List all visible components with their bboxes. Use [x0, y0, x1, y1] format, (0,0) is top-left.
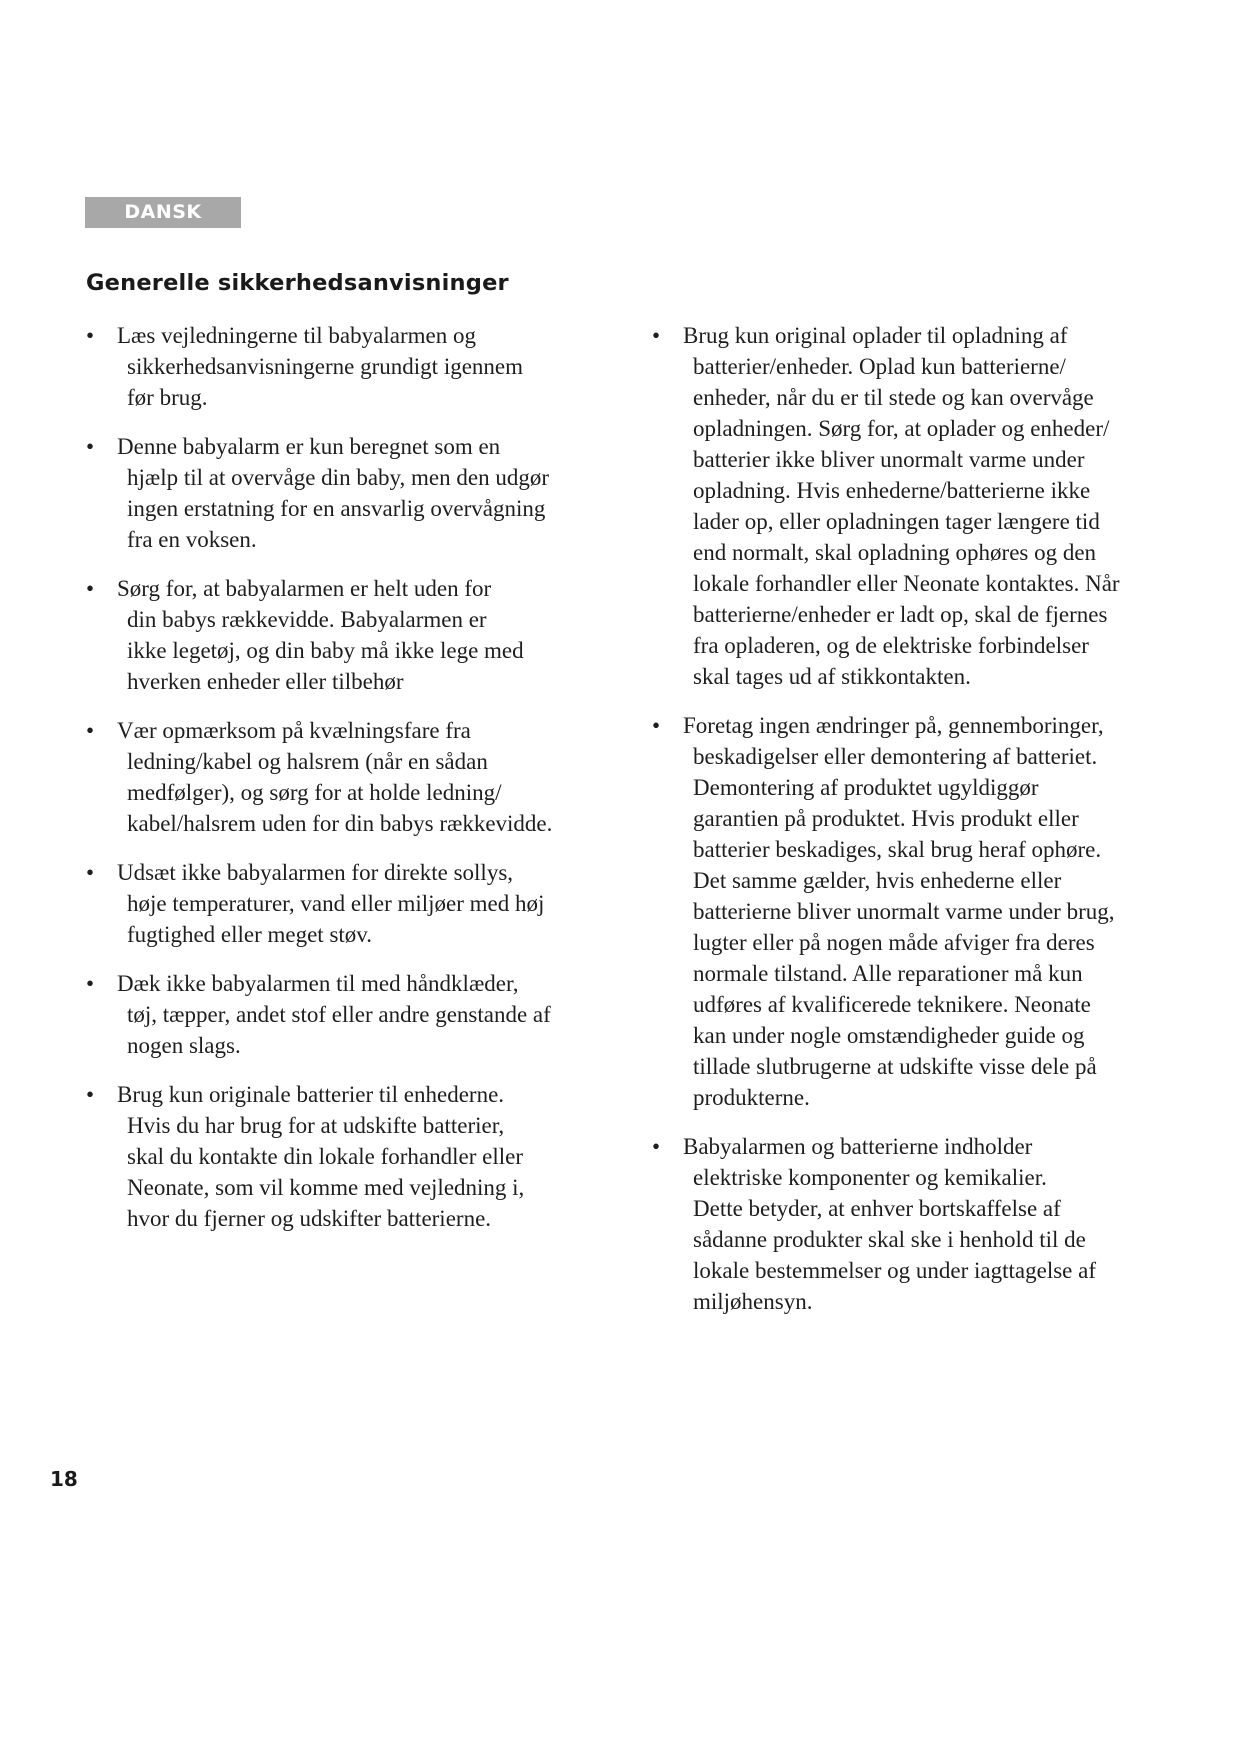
bullet-text-line: fugtighed eller meget støv. [127, 922, 373, 947]
bullet-text-line: kabel/halsrem uden for din babys rækkevidde. [127, 811, 553, 836]
bullet-text-line: sådanne produkter skal ske i henhold til de [693, 1227, 1086, 1252]
bullet-text-line: opladning. Hvis enhederne/batterierne ikke [693, 478, 1091, 503]
bullet-text-line: ledning/kabel og halsrem (når en sådan [127, 749, 488, 774]
bullet-text-line: normale tilstand. Alle reparationer må kun [693, 961, 1083, 986]
bullet-item [86, 1079, 626, 1234]
bullet-text-line: hjælp til at overvåge din baby, men den udgør [127, 465, 549, 490]
bullet-text-line: sikkerhedsanvisningerne grundigt igennem [127, 354, 524, 379]
bullet-text-line: ingen erstatning for en ansvarlig overvågning [127, 496, 546, 521]
bullet-text-line: tillade slutbrugerne at udskifte visse dele på [693, 1054, 1097, 1079]
bullet-text-line: lokale forhandler eller Neonate kontaktes. Når [693, 571, 1120, 596]
bullet-item [652, 320, 1174, 692]
right-column-list [652, 320, 1174, 1335]
bullet-text-line: udføres af kvalificerede teknikere. Neonate [693, 992, 1091, 1017]
bullet-text-line: Brug kun originale batterier til enhederne. [117, 1082, 505, 1107]
bullet-text-line: hvor du fjerner og udskifter batterierne. [127, 1206, 492, 1231]
bullet-text-line: fra opladeren, og de elektriske forbindelser [693, 633, 1089, 658]
bullet-text-line: fra en voksen. [127, 527, 257, 552]
bullet-marker: • [652, 713, 661, 738]
bullet-marker: • [86, 434, 95, 459]
bullet-text-line: Demontering af produktet ugyldiggør [693, 775, 1039, 800]
bullet-text-line: tøj, tæpper, andet stof eller andre genstande af [127, 1002, 551, 1027]
bullet-marker: • [86, 860, 95, 885]
bullet-text-line: kan under nogle omstændigheder guide og [693, 1023, 1085, 1048]
bullet-text-line: nogen slags. [127, 1033, 241, 1058]
bullet-text-line: medfølger), og sørg for at holde ledning/ [127, 780, 502, 805]
bullet-text-line: Sørg for, at babyalarmen er helt uden for [117, 576, 492, 601]
bullet-text-line: skal du kontakte din lokale forhandler eller [127, 1144, 523, 1169]
bullet-text-line: skal tages ud af stikkontakten. [693, 664, 971, 689]
bullet-text-line: Det samme gælder, hvis enhederne eller [693, 868, 1062, 893]
bullet-text-line: Denne babyalarm er kun beregnet som en [117, 434, 501, 459]
bullet-text-line: beskadigelser eller demontering af batteriet. [693, 744, 1098, 769]
bullet-marker: • [86, 323, 95, 348]
bullet-text-line: din babys rækkevidde. Babyalarmen er [127, 607, 487, 632]
bullet-item [652, 1131, 1174, 1317]
bullet-item [86, 431, 626, 555]
bullet-text-line: Læs vejledningerne til babyalarmen og [117, 323, 476, 348]
bullet-text-line: produkterne. [693, 1085, 810, 1110]
bullet-text-line: lugter eller på nogen måde afviger fra deres [693, 930, 1095, 955]
bullet-text-line: batterier ikke bliver unormalt varme under [693, 447, 1085, 472]
bullet-item [86, 857, 626, 950]
bullet-text-line: batterierne bliver unormalt varme under brug, [693, 899, 1115, 924]
left-column-list [86, 320, 626, 1252]
bullet-item [86, 968, 626, 1061]
language-tab: DANSK [85, 197, 241, 228]
bullet-text-line: lader op, eller opladningen tager længere tid [693, 509, 1100, 534]
bullet-text-line: batterier/enheder. Oplad kun batterierne/ [693, 354, 1066, 379]
bullet-text-line: Brug kun original oplader til opladning af [683, 323, 1068, 348]
bullet-text-line: Foretag ingen ændringer på, gennemboringer, [683, 713, 1104, 738]
page-number: 18 [50, 1467, 78, 1491]
bullet-marker: • [86, 576, 95, 601]
bullet-text-line: miljøhensyn. [693, 1289, 813, 1314]
bullet-text-line: batterierne/enheder er ladt op, skal de fjernes [693, 602, 1108, 627]
bullet-text-line: Udsæt ikke babyalarmen for direkte sollys, [117, 860, 514, 885]
bullet-text-line: høje temperaturer, vand eller miljøer med høj [127, 891, 545, 916]
bullet-item [86, 715, 626, 839]
bullet-text-line: ikke legetøj, og din baby må ikke lege med [127, 638, 524, 663]
bullet-marker: • [652, 1134, 661, 1159]
bullet-text-line: end normalt, skal opladning ophøres og den [693, 540, 1097, 565]
bullet-text-line: opladningen. Sørg for, at oplader og enheder/ [693, 416, 1110, 441]
bullet-marker: • [86, 718, 95, 743]
bullet-item [652, 710, 1174, 1113]
bullet-marker: • [652, 323, 661, 348]
bullet-marker: • [86, 971, 95, 996]
bullet-text-line: elektriske komponenter og kemikalier. [693, 1165, 1047, 1190]
bullet-text-line: batterier beskadiges, skal brug heraf ophøre. [693, 837, 1102, 862]
bullet-text-line: før brug. [127, 385, 208, 410]
bullet-text-line: garantien på produktet. Hvis produkt eller [693, 806, 1079, 831]
bullet-text-line: Hvis du har brug for at udskifte batterier, [127, 1113, 505, 1138]
bullet-text-line: hverken enheder eller tilbehør [127, 669, 404, 694]
bullet-text-line: Dette betyder, at enhver bortskaffelse af [693, 1196, 1061, 1221]
bullet-marker: • [86, 1082, 95, 1107]
bullet-text-line: enheder, når du er til stede og kan overvåge [693, 385, 1094, 410]
section-heading: Generelle sikkerhedsanvisninger [86, 270, 509, 296]
bullet-text-line: Babyalarmen og batterierne indholder [683, 1134, 1033, 1159]
bullet-text-line: Vær opmærksom på kvælningsfare fra [117, 718, 471, 743]
bullet-item [86, 320, 626, 413]
bullet-text-line: Neonate, som vil komme med vejledning i, [127, 1175, 525, 1200]
bullet-item [86, 573, 626, 697]
bullet-text-line: Dæk ikke babyalarmen til med håndklæder, [117, 971, 519, 996]
bullet-text-line: lokale bestemmelser og under iagttagelse af [693, 1258, 1096, 1283]
